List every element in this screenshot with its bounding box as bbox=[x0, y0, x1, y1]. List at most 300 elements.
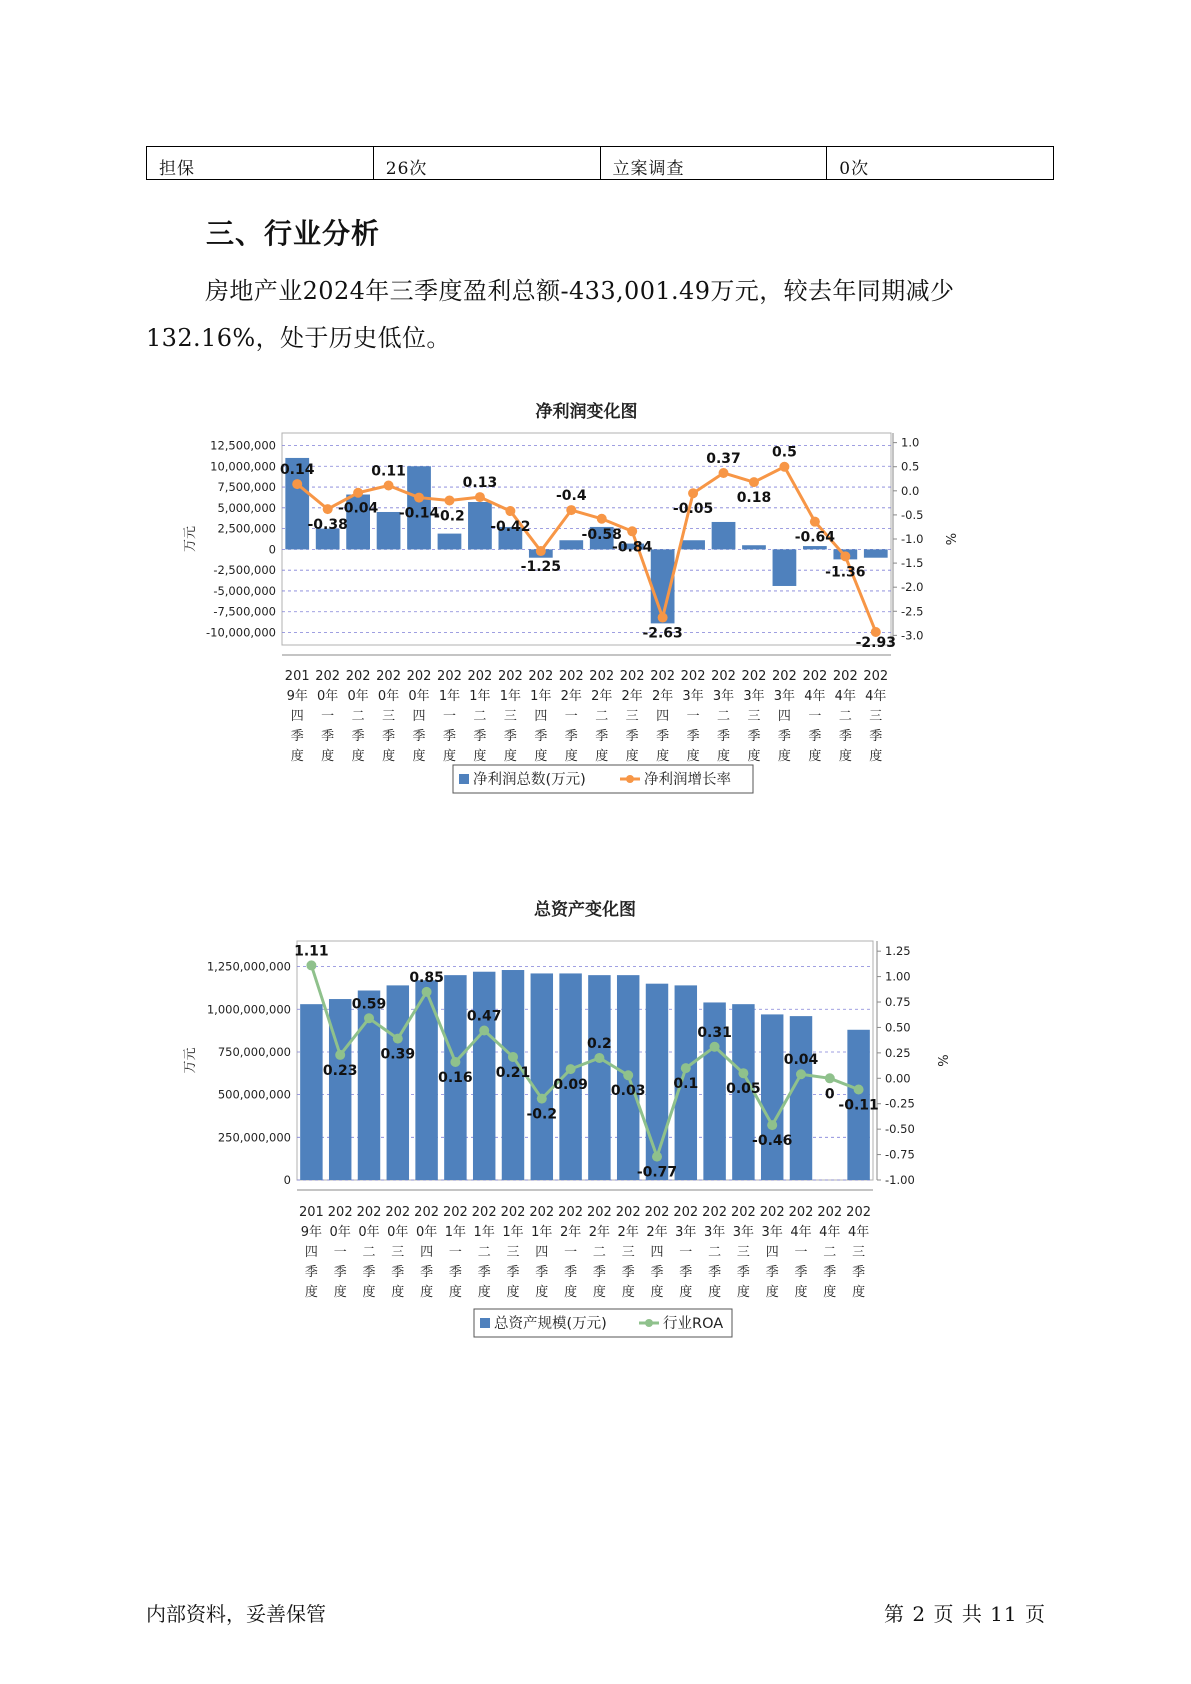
category-tick-label: 0年 bbox=[329, 1225, 351, 1240]
category-tick-label: 一 bbox=[564, 709, 578, 724]
category-tick-label: 度 bbox=[420, 1285, 434, 1300]
line-point bbox=[623, 1070, 633, 1080]
left-tick-label: 1,250,000,000 bbox=[206, 959, 291, 974]
category-tick-label: 一 bbox=[686, 709, 700, 724]
left-tick-label: -5,000,000 bbox=[213, 583, 276, 598]
category-tick-label: 一 bbox=[321, 709, 335, 724]
category-tick-label: 202 bbox=[497, 669, 523, 684]
footer-page-mid: 页 bbox=[933, 1602, 955, 1626]
category-tick-label: 度 bbox=[506, 1285, 520, 1300]
line-point bbox=[508, 1052, 518, 1062]
left-tick-label: 2,500,000 bbox=[217, 521, 276, 536]
category-tick-label: 三 bbox=[852, 1245, 866, 1260]
category-tick-label: 201 bbox=[298, 1205, 324, 1220]
category-tick-label: 201 bbox=[284, 669, 310, 684]
left-axis-title: 万元 bbox=[183, 1047, 198, 1074]
category-tick-label: 202 bbox=[619, 669, 645, 684]
category-tick-label: 度 bbox=[473, 749, 487, 764]
data-label: 0.14 bbox=[279, 462, 315, 479]
category-tick-label: 四 bbox=[290, 709, 304, 724]
category-tick-label: 202 bbox=[406, 669, 432, 684]
category-tick-label: 度 bbox=[765, 1285, 779, 1300]
category-tick-label: 0年 bbox=[317, 689, 339, 704]
category-tick-label: 度 bbox=[650, 1285, 664, 1300]
category-tick-label: 202 bbox=[467, 669, 493, 684]
legend-bar-swatch bbox=[459, 774, 469, 784]
category-tick-label: 四 bbox=[412, 709, 426, 724]
right-tick-label: -0.75 bbox=[885, 1147, 915, 1162]
category-tick-label: 度 bbox=[656, 749, 670, 764]
category-tick-label: 季 bbox=[592, 1265, 606, 1280]
category-tick-label: 季 bbox=[477, 1265, 491, 1280]
data-label: 0.16 bbox=[438, 1070, 473, 1087]
line-point bbox=[688, 488, 698, 498]
category-tick-label: 1年 bbox=[469, 689, 491, 704]
table-cell-guarantee-count: 26次 bbox=[373, 147, 600, 180]
category-tick-label: 季 bbox=[621, 1265, 635, 1280]
footer-total-prefix: 共 bbox=[961, 1602, 983, 1626]
left-axis-title: 万元 bbox=[183, 525, 198, 553]
category-tick-label: 三 bbox=[621, 1245, 635, 1260]
chart-title: 净利润变化图 bbox=[535, 402, 638, 422]
category-tick-label: 202 bbox=[730, 1205, 756, 1220]
category-tick-label: 季 bbox=[808, 729, 822, 744]
line-point bbox=[738, 1068, 748, 1078]
category-tick-label: 二 bbox=[717, 709, 731, 724]
category-tick-label: 三 bbox=[382, 709, 396, 724]
data-label: -0.42 bbox=[490, 519, 531, 536]
left-tick-label: 12,500,000 bbox=[210, 438, 276, 453]
category-tick-label: 度 bbox=[777, 749, 791, 764]
category-tick-label: 3年 bbox=[743, 689, 765, 704]
data-label: 0 bbox=[824, 1086, 835, 1103]
category-tick-label: 度 bbox=[304, 1285, 318, 1300]
category-tick-label: 202 bbox=[528, 669, 554, 684]
legend-bar-swatch bbox=[480, 1318, 490, 1328]
line-point bbox=[749, 477, 759, 487]
category-tick-label: 202 bbox=[832, 669, 858, 684]
category-tick-label: 一 bbox=[794, 1245, 808, 1260]
right-tick-label: -0.5 bbox=[901, 507, 924, 522]
category-tick-label: 度 bbox=[477, 1285, 491, 1300]
category-tick-label: 度 bbox=[679, 1285, 693, 1300]
category-tick-label: 202 bbox=[345, 669, 371, 684]
category-tick-label: 季 bbox=[794, 1265, 808, 1280]
legend-bar-label: 净利润总数(万元) bbox=[473, 772, 586, 788]
data-label: -0.11 bbox=[838, 1097, 879, 1114]
category-tick-label: 三 bbox=[625, 709, 639, 724]
right-tick-label: -2.5 bbox=[901, 604, 924, 619]
category-tick-label: 1年 bbox=[499, 689, 522, 704]
line-point bbox=[422, 987, 432, 997]
analysis-paragraph: 房地产业2024年三季度盈利总额-433,001.49万元，较去年同期减少132.16%，处于历史低位。 bbox=[146, 277, 955, 352]
category-tick-label: 0年 bbox=[377, 689, 400, 704]
line-point bbox=[323, 504, 333, 514]
category-tick-label: 二 bbox=[823, 1245, 837, 1260]
line-point bbox=[353, 488, 363, 498]
category-tick-label: 季 bbox=[362, 1265, 376, 1280]
line-point bbox=[414, 493, 424, 503]
category-tick-label: 季 bbox=[747, 729, 761, 744]
category-tick-label: 三 bbox=[503, 709, 517, 724]
category-tick-label: 度 bbox=[321, 749, 335, 764]
category-tick-label: 度 bbox=[869, 749, 883, 764]
category-tick-label: 二 bbox=[362, 1245, 376, 1260]
category-tick-label: 0年 bbox=[387, 1225, 409, 1240]
data-label: -0.2 bbox=[434, 508, 465, 525]
data-label: 0.2 bbox=[586, 1035, 612, 1052]
data-label: 0.11 bbox=[371, 463, 406, 480]
category-tick-label: 202 bbox=[644, 1205, 670, 1220]
category-tick-label: 2年 bbox=[559, 1225, 582, 1240]
category-tick-label: 季 bbox=[708, 1265, 722, 1280]
right-tick-label: 1.00 bbox=[885, 969, 911, 984]
category-tick-label: 202 bbox=[702, 1205, 728, 1220]
data-label: 0.03 bbox=[610, 1083, 646, 1100]
bar bbox=[803, 546, 827, 549]
category-tick-label: 2年 bbox=[591, 689, 613, 704]
category-tick-label: 季 bbox=[503, 729, 517, 744]
category-tick-label: 1年 bbox=[531, 1225, 553, 1240]
category-tick-label: 季 bbox=[686, 729, 700, 744]
category-tick-label: 度 bbox=[686, 749, 700, 764]
category-tick-label: 一 bbox=[808, 709, 822, 724]
category-tick-label: 202 bbox=[385, 1205, 411, 1220]
category-tick-label: 度 bbox=[736, 1285, 750, 1300]
category-tick-label: 1年 bbox=[473, 1225, 495, 1240]
category-tick-label: 三 bbox=[391, 1245, 405, 1260]
category-tick-label: 202 bbox=[437, 669, 462, 684]
category-tick-label: 202 bbox=[414, 1205, 440, 1220]
right-tick-label: 0.5 bbox=[901, 459, 920, 474]
footer-page-prefix: 第 bbox=[884, 1602, 905, 1626]
data-label: 0.59 bbox=[351, 996, 387, 1013]
category-tick-label: 度 bbox=[852, 1285, 866, 1300]
category-tick-label: 季 bbox=[420, 1265, 434, 1280]
table-cell-guarantee-label: 担保 bbox=[147, 147, 374, 180]
category-tick-label: 2年 bbox=[621, 689, 643, 704]
category-tick-label: 度 bbox=[503, 749, 517, 764]
category-tick-label: 四 bbox=[304, 1245, 318, 1260]
category-tick-label: 度 bbox=[808, 749, 822, 764]
data-label: 0.18 bbox=[736, 490, 772, 507]
category-tick-label: 四 bbox=[777, 709, 791, 724]
category-tick-label: 202 bbox=[817, 1205, 843, 1220]
bar bbox=[742, 545, 766, 549]
left-tick-label: 5,000,000 bbox=[217, 500, 276, 515]
category-tick-label: 度 bbox=[333, 1285, 347, 1300]
category-tick-label: 3年 bbox=[732, 1225, 755, 1240]
data-label: 0.39 bbox=[380, 1046, 416, 1063]
category-tick-label: 202 bbox=[500, 1205, 526, 1220]
category-tick-label: 度 bbox=[621, 1285, 635, 1300]
data-label: 0.37 bbox=[706, 450, 741, 467]
line-point bbox=[505, 506, 515, 516]
footer-page-number bbox=[884, 1598, 1046, 1627]
category-tick-label: 季 bbox=[564, 1265, 578, 1280]
category-tick-label: 4年 bbox=[847, 1225, 870, 1240]
line-point bbox=[306, 960, 316, 970]
data-label: -0.05 bbox=[672, 501, 714, 518]
right-tick-label: 0.00 bbox=[885, 1071, 911, 1086]
net-profit-chart-svg bbox=[180, 395, 960, 840]
category-tick-label: 季 bbox=[869, 729, 883, 744]
category-tick-label: 度 bbox=[717, 749, 731, 764]
category-tick-label: 季 bbox=[290, 729, 304, 744]
line-point bbox=[566, 505, 576, 515]
data-label: -0.84 bbox=[611, 539, 653, 556]
category-tick-label: 202 bbox=[376, 669, 401, 684]
category-tick-label: 二 bbox=[838, 709, 852, 724]
category-tick-label: 度 bbox=[290, 749, 304, 764]
line-point bbox=[767, 1120, 777, 1130]
line-point bbox=[393, 1034, 403, 1044]
category-tick-label: 四 bbox=[765, 1245, 779, 1260]
category-tick-label: 0年 bbox=[347, 689, 369, 704]
line-point bbox=[681, 1063, 691, 1073]
category-tick-label: 季 bbox=[534, 729, 548, 744]
category-tick-label: 202 bbox=[615, 1205, 641, 1220]
category-tick-label: 202 bbox=[772, 669, 797, 684]
line-point bbox=[719, 468, 729, 478]
line-point bbox=[810, 517, 820, 527]
category-tick-label: 季 bbox=[412, 729, 426, 744]
bar bbox=[646, 984, 668, 1180]
category-tick-label: 0年 bbox=[408, 689, 430, 704]
category-tick-label: 度 bbox=[534, 749, 548, 764]
data-label: -0.2 bbox=[526, 1106, 558, 1123]
legend-bar-label: 总资产规模(万元) bbox=[494, 1316, 607, 1332]
category-tick-label: 度 bbox=[708, 1285, 722, 1300]
category-tick-label: 季 bbox=[777, 729, 791, 744]
category-tick-label: 3年 bbox=[761, 1225, 783, 1240]
data-label: -1.36 bbox=[825, 564, 866, 581]
right-axis-title: % bbox=[937, 1054, 952, 1067]
category-tick-label: 度 bbox=[625, 749, 639, 764]
category-tick-label: 季 bbox=[506, 1265, 520, 1280]
left-tick-label: 0 bbox=[268, 542, 276, 557]
data-label: -0.77 bbox=[636, 1164, 678, 1181]
right-tick-label: 0.50 bbox=[885, 1020, 911, 1035]
category-tick-label: 2年 bbox=[588, 1225, 611, 1240]
line-point bbox=[384, 481, 394, 491]
line-point bbox=[536, 546, 546, 556]
category-tick-label: 季 bbox=[351, 729, 365, 744]
category-tick-label: 季 bbox=[448, 1265, 462, 1280]
category-tick-label: 三 bbox=[506, 1245, 520, 1260]
category-tick-label: 4年 bbox=[790, 1225, 812, 1240]
data-label: 0.13 bbox=[462, 475, 498, 492]
bar bbox=[790, 1016, 812, 1180]
bar bbox=[761, 1014, 783, 1180]
left-tick-label: 0 bbox=[283, 1173, 291, 1187]
data-label: -0.64 bbox=[794, 529, 836, 546]
bar bbox=[387, 985, 409, 1180]
right-tick-label: 0.75 bbox=[885, 995, 911, 1010]
right-tick-label: -1.0 bbox=[901, 532, 924, 546]
data-label: 0.85 bbox=[409, 969, 444, 986]
left-tick-label: -7,500,000 bbox=[213, 604, 276, 619]
data-label: 0.23 bbox=[322, 1062, 358, 1079]
category-tick-label: 二 bbox=[595, 709, 609, 724]
category-tick-label: 202 bbox=[741, 669, 767, 684]
category-tick-label: 季 bbox=[823, 1265, 837, 1280]
category-tick-label: 季 bbox=[679, 1265, 693, 1280]
category-tick-label: 季 bbox=[321, 729, 335, 744]
right-tick-label: -2.0 bbox=[901, 580, 924, 595]
category-tick-label: 度 bbox=[794, 1285, 808, 1300]
category-tick-label: 202 bbox=[356, 1205, 382, 1220]
right-tick-label: -1.5 bbox=[901, 556, 924, 571]
category-tick-label: 四 bbox=[420, 1245, 434, 1260]
line-point bbox=[854, 1084, 864, 1094]
line-point bbox=[450, 1057, 460, 1067]
category-tick-label: 三 bbox=[869, 709, 883, 724]
category-tick-label: 度 bbox=[535, 1285, 549, 1300]
category-tick-label: 度 bbox=[592, 1285, 606, 1300]
right-tick-label: -3.0 bbox=[901, 628, 924, 643]
category-tick-label: 202 bbox=[788, 1205, 814, 1220]
bar bbox=[588, 975, 610, 1180]
category-tick-label: 一 bbox=[442, 709, 456, 724]
section-title: 三、行业分析 bbox=[206, 217, 381, 250]
category-tick-label: 四 bbox=[534, 709, 548, 724]
data-label: 0.5 bbox=[772, 444, 797, 461]
category-tick-label: 季 bbox=[717, 729, 731, 744]
category-tick-label: 季 bbox=[333, 1265, 347, 1280]
category-tick-label: 二 bbox=[708, 1245, 722, 1260]
category-tick-label: 度 bbox=[442, 749, 456, 764]
category-tick-label: 季 bbox=[625, 729, 639, 744]
category-tick-label: 季 bbox=[535, 1265, 549, 1280]
category-tick-label: 1年 bbox=[530, 689, 552, 704]
category-tick-label: 度 bbox=[351, 749, 365, 764]
category-tick-label: 度 bbox=[823, 1285, 837, 1300]
bar bbox=[773, 549, 797, 586]
line-point bbox=[710, 1042, 720, 1052]
category-tick-label: 三 bbox=[747, 709, 761, 724]
data-label: 0.1 bbox=[673, 1076, 699, 1093]
category-tick-label: 季 bbox=[838, 729, 852, 744]
right-tick-label: -0.25 bbox=[885, 1096, 915, 1111]
category-tick-label: 1年 bbox=[438, 689, 461, 704]
chart-title: 总资产变化图 bbox=[534, 900, 636, 920]
left-tick-label: 250,000,000 bbox=[217, 1130, 291, 1145]
right-tick-label: -0.50 bbox=[885, 1122, 915, 1137]
category-tick-label: 季 bbox=[736, 1265, 750, 1280]
data-label: -0.38 bbox=[307, 517, 348, 534]
line-point bbox=[652, 1152, 662, 1162]
category-tick-label: 202 bbox=[315, 669, 341, 684]
left-tick-label: 750,000,000 bbox=[217, 1044, 291, 1059]
category-tick-label: 3年 bbox=[675, 1225, 697, 1240]
category-tick-label: 度 bbox=[391, 1285, 405, 1300]
category-tick-label: 二 bbox=[592, 1245, 606, 1260]
footer-confidential: 内部资料，妥善保管 bbox=[146, 1602, 326, 1626]
category-tick-label: 季 bbox=[382, 729, 396, 744]
right-tick-label: -1.00 bbox=[885, 1173, 915, 1187]
category-tick-label: 季 bbox=[656, 729, 670, 744]
legend-line-label: 行业ROA bbox=[663, 1316, 724, 1332]
category-tick-label: 二 bbox=[351, 709, 365, 724]
line-point bbox=[537, 1094, 547, 1104]
category-tick-label: 2年 bbox=[617, 1225, 639, 1240]
category-tick-label: 202 bbox=[471, 1205, 497, 1220]
footer-page-num: 2 bbox=[912, 1602, 927, 1626]
category-tick-label: 季 bbox=[473, 729, 487, 744]
footer-total-num: 11 bbox=[990, 1602, 1018, 1626]
line-point bbox=[840, 551, 850, 561]
category-tick-label: 季 bbox=[391, 1265, 405, 1280]
category-tick-label: 二 bbox=[477, 1245, 491, 1260]
bar bbox=[681, 540, 705, 549]
table-cell-investigation-label: 立案调查 bbox=[600, 147, 827, 180]
info-table bbox=[146, 146, 1054, 180]
category-tick-label: 202 bbox=[327, 1205, 353, 1220]
line-point bbox=[479, 1025, 489, 1035]
left-tick-label: -2,500,000 bbox=[213, 563, 276, 578]
category-tick-label: 202 bbox=[846, 1205, 872, 1220]
bar bbox=[473, 972, 495, 1180]
category-tick-label: 2年 bbox=[651, 689, 674, 704]
category-tick-label: 9年 bbox=[300, 1225, 323, 1240]
bar bbox=[468, 502, 492, 549]
data-label: 0.31 bbox=[697, 1024, 732, 1041]
line-point bbox=[825, 1073, 835, 1083]
line-point bbox=[292, 479, 302, 489]
category-tick-label: 4年 bbox=[804, 689, 826, 704]
right-tick-label: 1.25 bbox=[885, 944, 911, 959]
category-tick-label: 0年 bbox=[358, 1225, 380, 1240]
category-tick-label: 202 bbox=[802, 669, 828, 684]
net-profit-chart bbox=[180, 395, 960, 840]
left-tick-label: 1,000,000,000 bbox=[206, 1002, 291, 1017]
table-row bbox=[147, 147, 1054, 180]
category-tick-label: 季 bbox=[650, 1265, 664, 1280]
bar bbox=[864, 549, 888, 557]
bar bbox=[300, 1004, 322, 1180]
total-assets-chart bbox=[180, 893, 960, 1348]
category-tick-label: 一 bbox=[448, 1245, 462, 1260]
category-tick-label: 202 bbox=[759, 1205, 785, 1220]
category-tick-label: 度 bbox=[412, 749, 426, 764]
category-tick-label: 度 bbox=[838, 749, 852, 764]
data-label: -0.46 bbox=[752, 1133, 793, 1150]
category-tick-label: 度 bbox=[564, 749, 578, 764]
category-tick-label: 季 bbox=[595, 729, 609, 744]
data-label: -2.93 bbox=[855, 635, 896, 651]
category-tick-label: 1年 bbox=[444, 1225, 467, 1240]
category-tick-label: 度 bbox=[564, 1285, 578, 1300]
category-tick-label: 202 bbox=[442, 1205, 468, 1220]
category-tick-label: 度 bbox=[448, 1285, 462, 1300]
category-tick-label: 二 bbox=[473, 709, 487, 724]
category-tick-label: 四 bbox=[650, 1245, 664, 1260]
bar bbox=[377, 512, 401, 549]
line-point bbox=[796, 1069, 806, 1079]
category-tick-label: 0年 bbox=[415, 1225, 438, 1240]
left-tick-label: -10,000,000 bbox=[206, 625, 276, 640]
category-tick-label: 四 bbox=[535, 1245, 549, 1260]
category-tick-label: 202 bbox=[711, 669, 736, 684]
category-tick-label: 一 bbox=[679, 1245, 693, 1260]
line-point bbox=[594, 1053, 604, 1063]
data-label: 0.04 bbox=[783, 1052, 819, 1069]
legend-line-marker bbox=[626, 775, 634, 783]
category-tick-label: 季 bbox=[852, 1265, 866, 1280]
right-tick-label: 0.25 bbox=[885, 1045, 911, 1060]
category-tick-label: 4年 bbox=[865, 689, 887, 704]
